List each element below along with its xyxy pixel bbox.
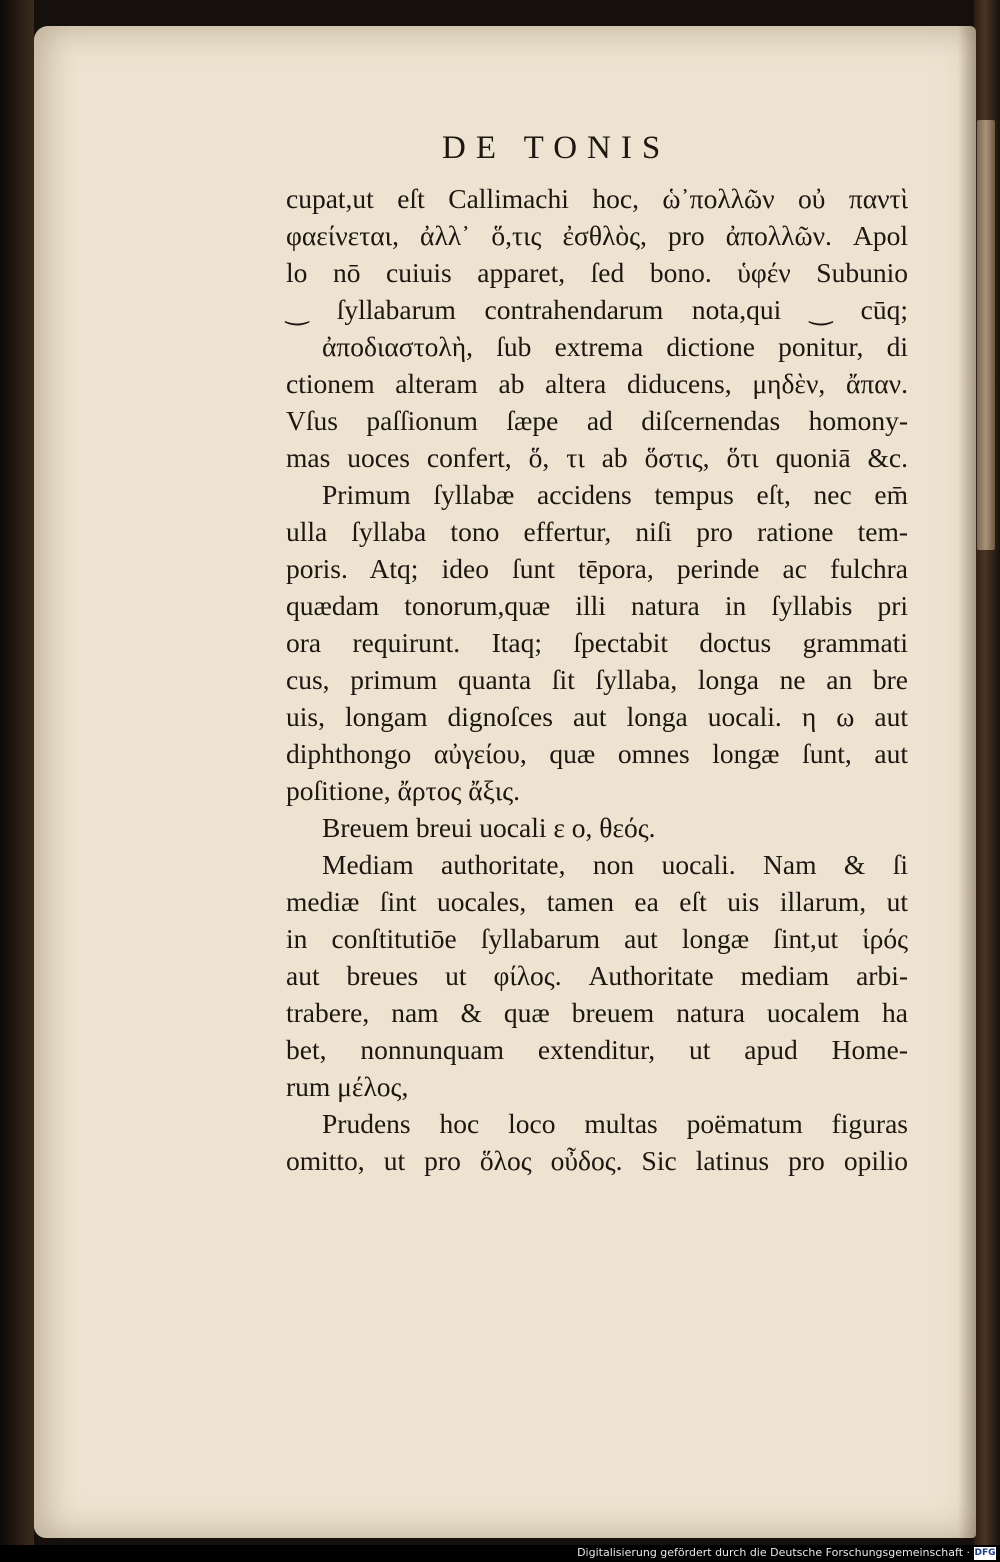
text-line: lo nō cuiuis apparet, ſed bono. ὑφέν Subunio bbox=[286, 257, 908, 288]
text-line: Vſus paſſionum ſæpe ad diſcernendas homony- bbox=[286, 405, 908, 436]
paragraph-start-line: Mediam authoritate, non uocali. Nam & ſi bbox=[322, 849, 908, 880]
text-line: ulla ſyllaba tono effertur, niſi pro ratione tem- bbox=[286, 516, 908, 547]
paragraph-start-line: Prudens hoc loco multas poëmatum figuras bbox=[322, 1108, 908, 1139]
text-line: ‿ ſyllabarum contrahendarum nota,qui ‿ cūq; bbox=[286, 294, 908, 325]
page-edge-tab bbox=[977, 120, 995, 550]
text-line: omitto, ut pro ὅλος οὖδος. Sic latinus pro opilio bbox=[286, 1145, 908, 1176]
text-line: φαείνεται, ἀλλ᾽ ὅ,τις ἐσθλὸς, pro ἀπολλῶν. Apol bbox=[286, 220, 908, 251]
text-line: ora requirunt. Itaq; ſpectabit doctus grammati bbox=[286, 627, 908, 658]
text-line: ἀποδιαστολὴ, ſub extrema dictione ponitur, di bbox=[322, 331, 908, 362]
running-head: DE TONIS bbox=[442, 130, 671, 166]
text-line: poſitione, ἄρτος ἄξις. bbox=[286, 775, 521, 806]
text-line: rum μέλος, bbox=[286, 1071, 409, 1102]
text-line: cus, primum quanta ſit ſyllaba, longa ne an bre bbox=[286, 664, 908, 695]
text-line: mediæ ſint uocales, tamen ea eſt uis illarum, ut bbox=[286, 886, 908, 917]
text-line: cupat,ut eſt Callimachi hoc, ὡ᾽πολλῶν οὐ παντὶ bbox=[286, 183, 908, 214]
left-binding-shadow bbox=[0, 0, 34, 1562]
paragraph-start-line: Breuem breui uocali ε ο, θεός. bbox=[322, 812, 656, 843]
right-book-board bbox=[974, 0, 1000, 1545]
digitization-footer bbox=[0, 1545, 1000, 1562]
text-line: poris. Atq; ideo ſunt tēpora, perinde ac fulchra bbox=[286, 553, 908, 584]
body-text bbox=[286, 180, 926, 1179]
text-line: bet, nonnunquam extenditur, ut apud Home- bbox=[286, 1034, 908, 1065]
funding-credit: Digitalisierung gefördert durch die Deutsche Forschungsgemeinschaft · bbox=[577, 1546, 970, 1559]
text-line: in conſtitutiōe ſyllabarum aut longæ ſint,ut ἱρός bbox=[286, 923, 908, 954]
text-line: trabere, nam & quæ breuem natura uocalem ha bbox=[286, 997, 908, 1028]
text-line: uis, longam dignoſces aut longa uocali. η ω aut bbox=[286, 701, 908, 732]
text-line: ctionem alteram ab altera diducens, μηδὲν, ἄπαν. bbox=[286, 368, 908, 399]
paragraph-start-line: Primum ſyllabæ accidens tempus eſt, nec em̄ bbox=[322, 479, 908, 510]
text-line: quædam tonorum,quæ illi natura in ſyllabis pri bbox=[286, 590, 908, 621]
text-line: mas uoces confert, ὅ, τι ab ὅστις, ὅτι quoniā &c. bbox=[286, 442, 908, 473]
text-line: aut breues ut φίλος. Authoritate mediam arbi- bbox=[286, 960, 908, 991]
dfg-logo: DFG bbox=[974, 1548, 996, 1558]
text-line: diphthongo αὐγείου, quæ omnes longæ ſunt, aut bbox=[286, 738, 908, 769]
